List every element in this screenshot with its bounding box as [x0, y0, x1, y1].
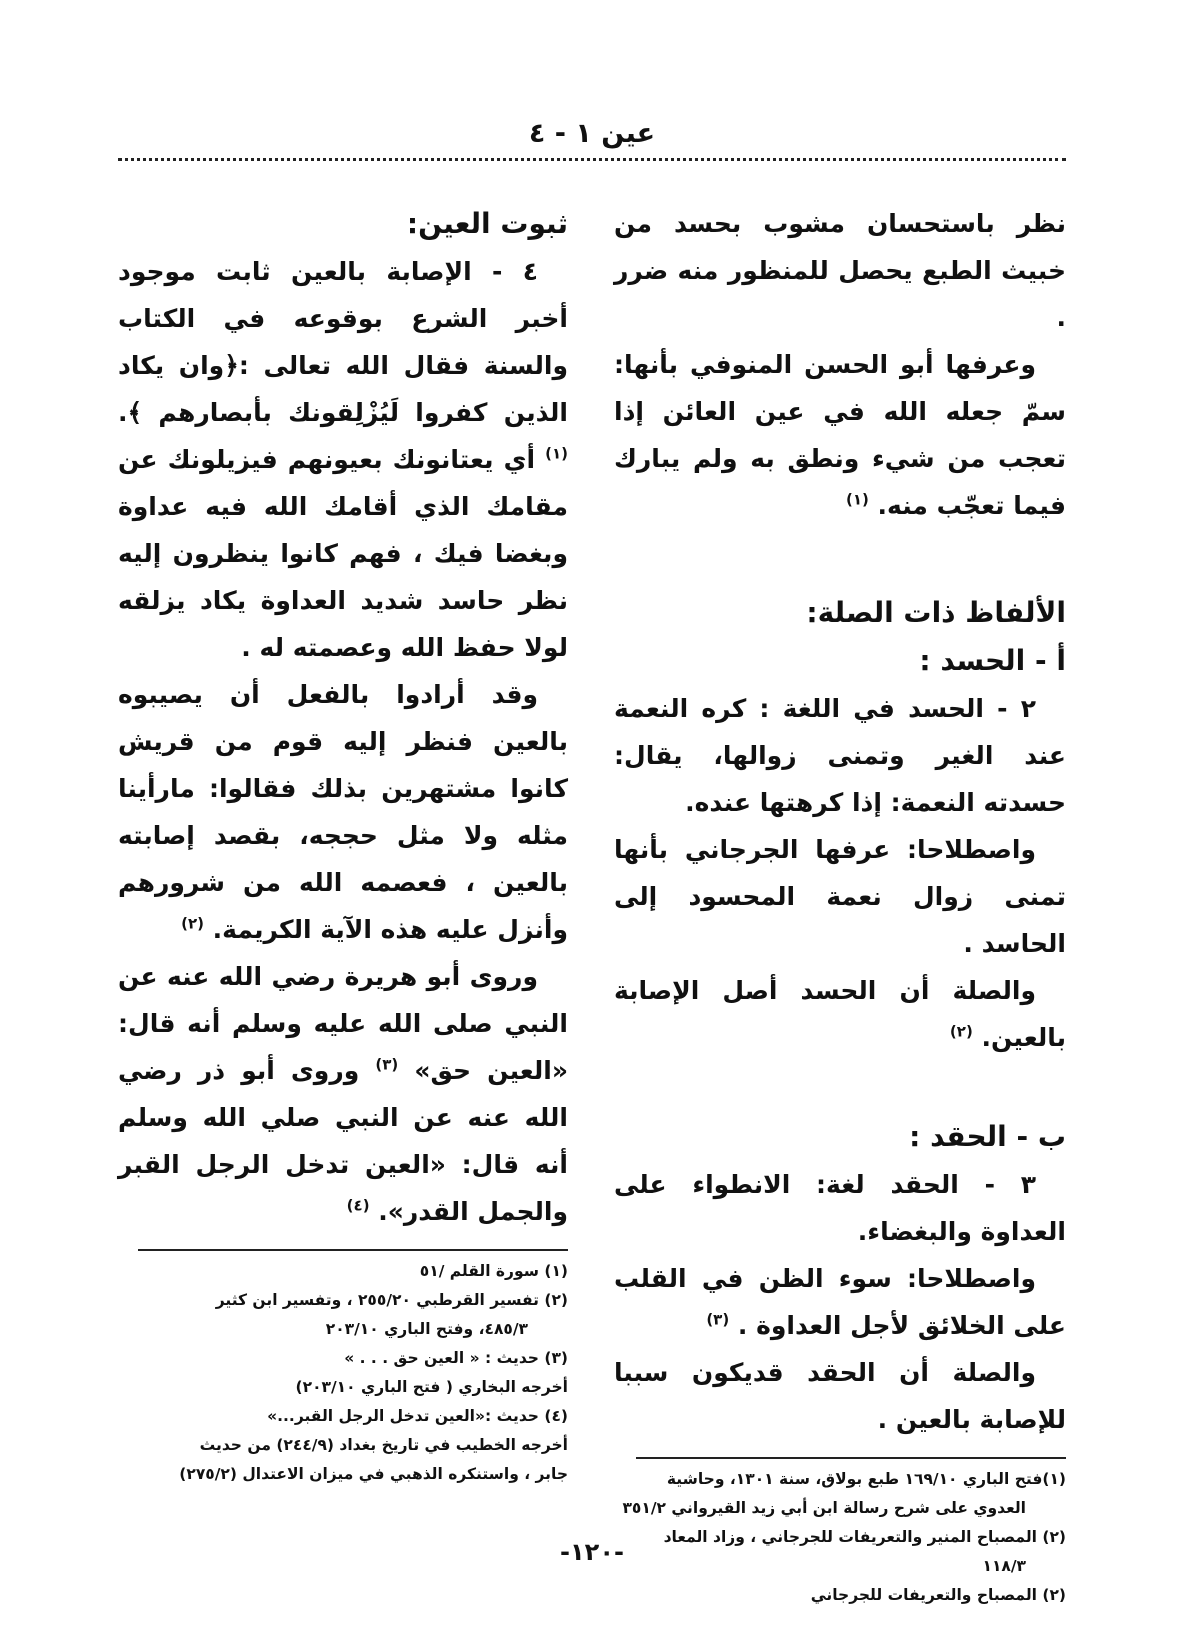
- page-number: -١٢٠-: [560, 1538, 624, 1566]
- footnote-3: (٣) حديث : « العين حق . . . »: [344, 1349, 568, 1367]
- footnote-2: (٢) تفسير القرطبي ٢٥٥/٢٠ ، وتفسير ابن كثير: [215, 1291, 568, 1309]
- hiqd-term-text: واصطلاحا: سوء الظن في القلب على الخلائق لأجل العداوة .: [614, 1264, 1066, 1340]
- proof-text: ٤ - الإصابة بالعين ثابت موجود أخبر الشرع بوقوعه في الكتاب والسنة فقال الله تعالى :﴿وان يكاد الذين كفروا لَيُزْلِقونك بأبصارهم ﴾.: [118, 257, 568, 427]
- paragraph-quraysh: [118, 671, 568, 953]
- footnote-4-cont: أخرجه الخطيب في تاريخ بغداد (٢٤٤/٩) من حديث: [199, 1436, 568, 1454]
- footnote-ref: (١): [845, 490, 869, 509]
- paragraph-proof: [118, 248, 568, 671]
- paragraph-hiqd-language: ٣ - الحقد لغة: الانطواء على العداوة والبغضاء.: [614, 1170, 1066, 1246]
- proof-cont-text: أي يعتانونك بعيونهم فيزيلونك عن مقامك الذي أقامك الله فيه عداوة وبغضا فيك ، فهم كانوا ينظرون إليه نظر حاسد شديد العداوة يكاد يزلقه لولا حفظ الله وعصمته له .: [118, 445, 568, 662]
- footnote-ref: (٢): [949, 1022, 973, 1041]
- footnote-2-cont: ٤٨٥/٣، وفتح الباري ٢٠٣/١٠: [325, 1320, 528, 1338]
- right-column: [614, 200, 1066, 1610]
- definition-text: وعرفها أبو الحسن المنوفي بأنها: سمّ جعله الله في عين العائن إذا تعجب من شيء ونطق به ولم يبارك فيما تعجّب منه.: [614, 350, 1066, 520]
- footnote-ref: (٤): [346, 1196, 370, 1215]
- footnote-2: (٢) المصباح المنير والتعريفات للجرجاني ، وزاد المعاد: [663, 1528, 1066, 1546]
- section-heading-proof: ثبوت العين:: [406, 207, 568, 240]
- footnote-ref: (١): [545, 444, 568, 463]
- section-heading-related-terms: الألفاظ ذات الصلة:: [806, 596, 1066, 629]
- footnote-separator: [138, 1249, 568, 1251]
- paragraph-hasad-term: واصطلاحا: عرفها الجرجاني بأنها تمنى زوال نعمة المحسود إلى الحاسد .: [614, 835, 1066, 958]
- footnote-1: (١) سورة القلم /٥١: [419, 1262, 568, 1280]
- footnote-ref: (٣): [375, 1055, 399, 1074]
- paragraph-hasad-language: ٢ - الحسد في اللغة : كره النعمة عند الغير وتمنى زوالها، يقال: حسدته النعمة: إذا كرهتها عنده.: [614, 694, 1066, 817]
- paragraph-hasad-link: [614, 967, 1066, 1061]
- header-dotted-rule: [118, 158, 1066, 161]
- footnote-4-cont-2: جابر ، واستنكره الذهبي في ميزان الاعتدال (٢٧٥/٢): [179, 1465, 568, 1483]
- hadith-b-text: وروى أبو ذر رضي الله عنه عن النبي صلي الله وسلم أنه قال: «العين تدخل الرجل القبر والجمل القدر».: [118, 1056, 568, 1226]
- footnote-ref: (٣): [706, 1310, 730, 1329]
- subheading-hiqd: ب - الحقد :: [909, 1120, 1066, 1153]
- hasad-link-text: والصلة أن الحسد أصل الإصابة بالعين.: [614, 976, 1066, 1052]
- hadith-a-text: وروى أبو هريرة رضي الله عنه عن النبي صلى الله عليه وسلم أنه قال: «العين حق»: [118, 962, 568, 1085]
- paragraph-definition: [614, 341, 1066, 529]
- paragraph-hadith: [118, 953, 568, 1235]
- left-column: [118, 200, 568, 1489]
- paragraph-intro: نظر باستحسان مشوب بحسد من خبيث الطبع يحصل للمنظور منه ضرر .: [614, 209, 1066, 332]
- footnote-1-cont: العدوي على شرح رسالة ابن أبي زيد القيرواني ٣٥١/٢: [622, 1499, 1026, 1517]
- paragraph-hiqd-term: [614, 1255, 1066, 1349]
- footnote-ref: (٢): [181, 914, 204, 933]
- footnote-4: (٤) حديث :«العين تدخل الرجل القبر...»: [267, 1407, 568, 1425]
- quraysh-text: وقد أرادوا بالفعل أن يصيبوه بالعين فنظر إليه قوم من قريش كانوا مشتهرين بذلك فقالوا: مارأينا مثله ولا مثل حججه، بقصد إصابته بالعين ، فعصمه الله من شرورهم وأنزل عليه هذه الآية الكريمة.: [118, 680, 568, 944]
- footnote-3-cont: أخرجه البخاري ( فتح الباري ٢٠٣/١٠): [295, 1378, 568, 1396]
- footnote-3: (٢) المصباح والتعريفات للجرجاني: [810, 1586, 1066, 1604]
- footnote-separator: [636, 1457, 1066, 1459]
- running-header: عين ١ - ٤: [528, 118, 656, 149]
- footnote-1: (١)فتح الباري ١٦٩/١٠ طبع بولاق، سنة ١٣٠١، وحاشية: [666, 1470, 1066, 1488]
- paragraph-hiqd-link: والصلة أن الحقد قديكون سببا للإصابة بالعين .: [614, 1358, 1066, 1434]
- footnotes-left: [118, 1257, 568, 1489]
- subheading-hasad: أ - الحسد :: [919, 644, 1066, 677]
- footnote-2-cont: ١١٨/٣: [982, 1557, 1026, 1575]
